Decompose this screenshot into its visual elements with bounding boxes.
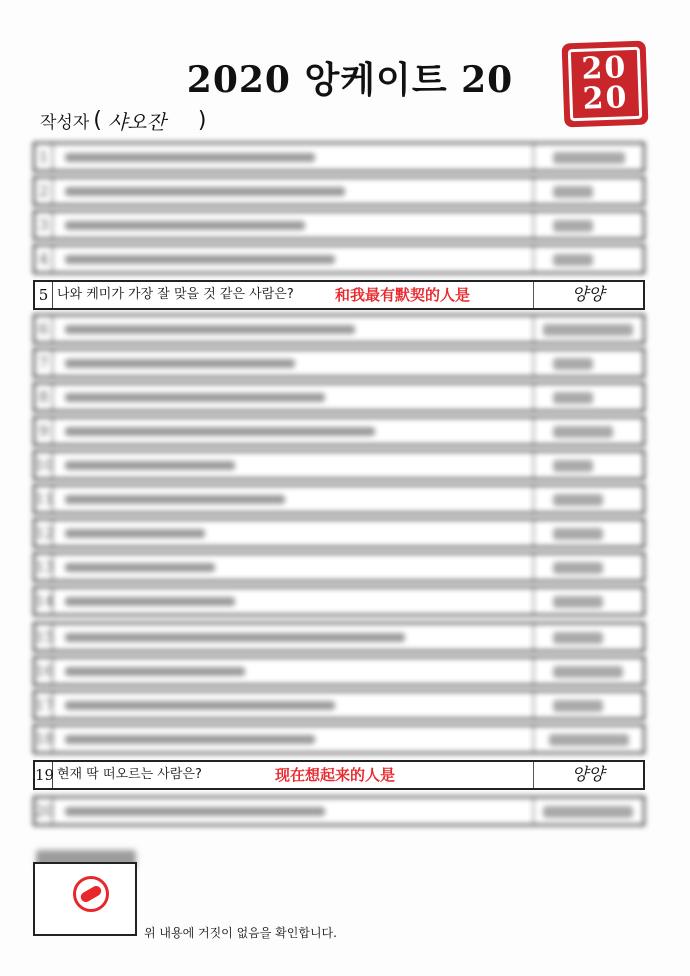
row-number: 2 — [35, 178, 53, 204]
blurred-question — [65, 597, 235, 606]
author-paren-close: ) — [197, 108, 207, 133]
blurred-answer — [553, 426, 613, 438]
blurred-answer — [553, 666, 623, 678]
blurred-question — [65, 461, 235, 470]
row-number: 16 — [35, 658, 53, 684]
question-row-blurred — [33, 796, 645, 826]
blurred-answer — [543, 806, 633, 818]
blurred-question — [65, 427, 375, 436]
blurred-question — [65, 807, 325, 816]
row-number: 5 — [35, 282, 53, 308]
question-row-blurred — [33, 656, 645, 686]
blurred-question — [65, 221, 305, 230]
row-number: 9 — [35, 418, 53, 444]
row-number: 6 — [35, 316, 53, 342]
stamp-mark — [79, 884, 103, 904]
question-text: 나와 케미가 가장 잘 맞을 것 같은 사람은? — [57, 287, 294, 302]
blurred-question — [65, 255, 335, 264]
question-row-blurred — [33, 348, 645, 378]
author-paren-open: ( — [93, 108, 102, 133]
blurred-question — [65, 393, 325, 402]
seal-text-bottom: 20 — [582, 80, 629, 117]
question-row-blurred — [33, 518, 645, 548]
author-name: 샤오잔 — [107, 110, 166, 134]
question-text: 현재 딱 떠오르는 사람은? — [57, 767, 202, 782]
blurred-answer — [553, 358, 593, 370]
document-title: 2020 앙케이트 20 — [186, 59, 514, 101]
blurred-question — [65, 633, 405, 642]
row-number: 17 — [35, 692, 53, 718]
row-number: 19 — [35, 762, 53, 788]
question-row-blurred — [33, 552, 645, 582]
question-row-blurred — [33, 484, 645, 514]
blurred-answer — [553, 596, 603, 608]
row-number: 13 — [35, 554, 53, 580]
blurred-question — [65, 359, 295, 368]
blurred-question — [65, 187, 345, 196]
blurred-answer — [553, 700, 603, 712]
blurred-answer — [543, 324, 633, 336]
row-number: 20 — [35, 798, 53, 824]
answer-text: 양양 — [571, 765, 605, 785]
row-number: 18 — [35, 726, 53, 752]
blurred-answer — [553, 152, 625, 164]
chinese-translation: 现在想起来的人是 — [275, 766, 396, 784]
blurred-question — [65, 529, 205, 538]
question-row-blurred — [33, 622, 645, 652]
blurred-answer — [553, 528, 603, 540]
red-stamp-icon — [73, 876, 109, 912]
blurred-answer — [553, 494, 603, 506]
question-row-blurred — [33, 586, 645, 616]
blurred-answer — [553, 460, 593, 472]
row-number: 4 — [35, 246, 53, 272]
row-number: 14 — [35, 588, 53, 614]
confirmation-text: 위 내용에 거짓이 없음을 확인합니다. — [144, 926, 337, 940]
blurred-answer — [553, 632, 603, 644]
chinese-translation: 和我最有默契的人是 — [335, 286, 471, 304]
author-label: 작성자 — [40, 113, 90, 133]
blurred-question — [65, 563, 215, 572]
row-number: 3 — [35, 212, 53, 238]
question-row-19 — [33, 760, 645, 790]
blurred-question — [65, 701, 335, 710]
blurred-answer — [553, 392, 593, 404]
blurred-answer — [549, 734, 629, 746]
blurred-answer — [553, 562, 603, 574]
signature-box — [33, 862, 137, 936]
question-row-blurred — [33, 416, 645, 446]
row-number: 7 — [35, 350, 53, 376]
blurred-answer — [553, 186, 593, 198]
question-row-blurred — [33, 142, 645, 172]
answer-text: 양양 — [571, 285, 605, 305]
question-row-blurred — [33, 690, 645, 720]
row-number: 8 — [35, 384, 53, 410]
blurred-question — [65, 153, 315, 162]
row-number: 1 — [35, 144, 53, 170]
blurred-answer — [553, 254, 593, 266]
row-number: 10 — [35, 452, 53, 478]
question-row-blurred — [33, 724, 645, 754]
question-row-blurred — [33, 450, 645, 480]
question-row-blurred — [33, 382, 645, 412]
row-number: 15 — [35, 624, 53, 650]
question-row-blurred — [33, 176, 645, 206]
blurred-question — [65, 495, 285, 504]
question-row-blurred — [33, 314, 645, 344]
row-number: 12 — [35, 520, 53, 546]
blurred-question — [65, 667, 245, 676]
question-row-blurred — [33, 244, 645, 274]
seal-text-top: 20 — [580, 50, 628, 87]
blurred-question — [65, 325, 355, 334]
question-row-blurred — [33, 210, 645, 240]
question-row-5 — [33, 280, 645, 310]
blurred-question — [65, 735, 315, 744]
blurred-answer — [553, 220, 593, 232]
row-number: 11 — [35, 486, 53, 512]
